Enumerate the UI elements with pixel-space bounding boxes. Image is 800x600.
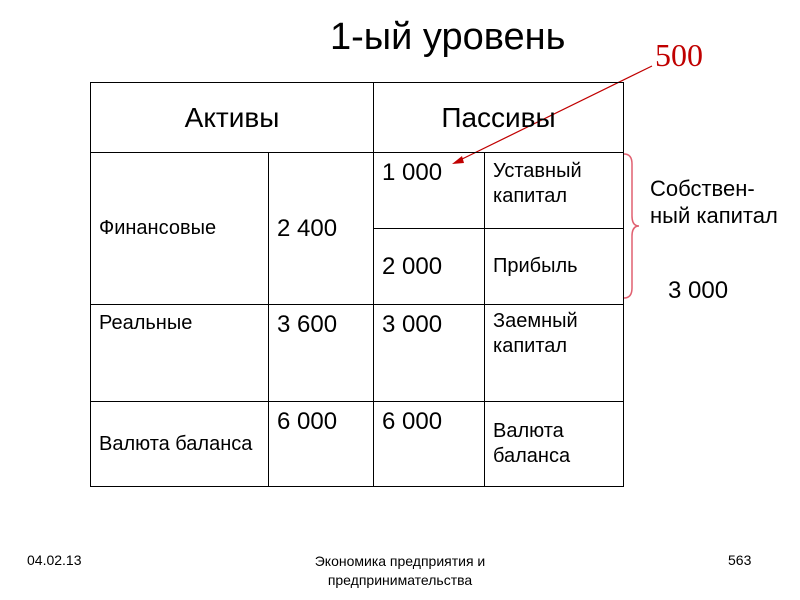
header-liabilities: Пассивы [374,83,624,153]
real-assets-value: 3 600 [269,305,374,402]
footer-course-title: Экономика предприятия и предпринимательства [314,553,486,588]
table-row [91,402,624,487]
table-row [91,153,624,229]
profit-value: 2 000 [374,229,485,305]
financial-assets-value: 2 400 [269,153,374,305]
header-assets: Активы [91,83,374,153]
balance-total-value-right: 6 000 [374,402,485,487]
balance-total-label-left: Валюта баланса [91,402,269,487]
footer-page-number: 563 [728,552,752,568]
table-header-row [91,83,624,153]
financial-assets-label: Финансовые [91,153,269,305]
balance-table [90,82,624,487]
borrowed-capital-value: 3 000 [374,305,485,402]
equity-label: Собствен-ный капитал [650,176,778,228]
slide-title: 1-ый уровень [330,16,566,58]
equity-value: 3 000 [668,277,729,304]
table-row [91,305,624,402]
borrowed-capital-label: Заемный капитал [485,305,624,402]
real-assets-label: Реальные [91,305,269,402]
balance-total-label-right: Валюта баланса [485,402,624,487]
footer-date: 04.02.13 [27,552,82,568]
profit-label: Прибыль [485,229,624,305]
charter-capital-value: 1 000 [374,153,485,229]
charter-capital-label: Уставный капитал [485,153,624,229]
balance-total-value-left: 6 000 [269,402,374,487]
equity-brace [622,150,642,302]
annotation-value: 500 [655,37,703,73]
